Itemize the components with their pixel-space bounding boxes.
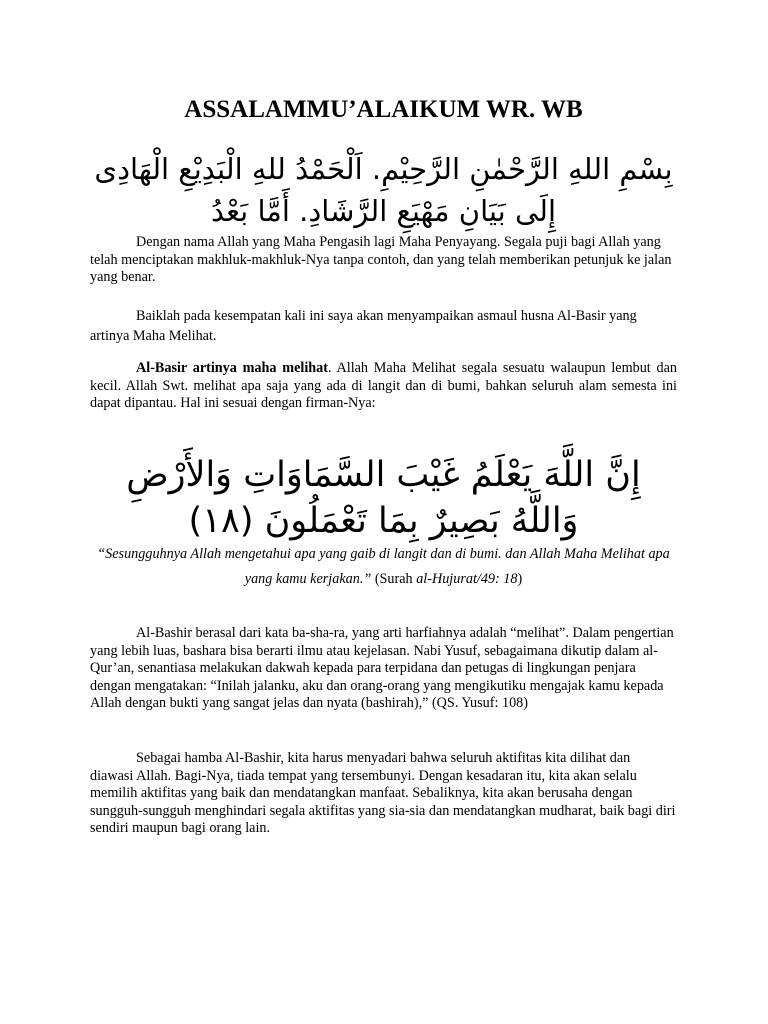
definition-bold-term: Al-Basir artinya maha melihat xyxy=(136,360,328,376)
definition-text: . Allah Maha Melihat segala sesuatu walaupun lembut dan kecil. Allah Swt. melihat apa saja yang ada di langit dan di bumi, bahkan seluruh alam semesta ini dapat dipantau. Hal ini sesuai dengan firman-Nya: xyxy=(90,360,677,412)
opening-arabic-text: بِسْمِ اللهِ الرَّحْمٰنِ الرَّحِيْمِ. اَلْحَمْدُ للهِ الْبَدِيْعِ الْهَادِى إِلَى بَيَانِ مَهْيَعِ الرَّشَادِ. أَمَّا بَعْدُ xyxy=(94,152,673,228)
source-close: ) xyxy=(517,571,523,587)
paragraph-opening-translation: Dengan nama Allah yang Maha Pengasih lagi Maha Penyayang. Segala puji bagi Allah yang telah menciptakan makhluk-makhluk-Nya tanpa contoh, dan yang telah memberikan petunjuk ke jalan yang benar. xyxy=(90,234,672,286)
paragraph-as-servant: Sebagai hamba Al-Bashir, kita harus menyadari bahwa seluruh aktifitas kita dilihat dan diawasi Allah. Bagi-Nya, tiada tempat yang tersembunyi. Dengan kesadaran itu, kita akan selalu memilih aktifitas yang baik dan mendatangkan manfaat. Sebaliknya, kita akan berusaha dengan sungguh-sungguh menghindari segala aktifitas yang sia-sia dan mendatangkan mudharat, baik bagi diri sendiri maupun bagi orang lain. xyxy=(90,750,676,837)
paragraph-al-bashir-meaning: Al-Bashir berasal dari kata ba-sha-ra, yang arti harfiahnya adalah “melihat”. Dalam pengertian yang lebih luas, bashara bisa berarti ilmu atau kejelasan. Nabi Yusuf, sebagaimana dikutip dalam al-Qur’an, senantiasa melakukan dakwah kepada para terpidana dan petugas di lingkungan penjara dengan mengatakan: “Inilah jalanku, aku dan orang-orang yang mengikutiku mengajak kamu kepada Allah dengan bukti yang sangat jelas dan nyata (bashirah),” (QS. Yusuf: 108) xyxy=(90,625,674,712)
translation-text: “Sesungguhnya Allah mengetahui apa yang gaib di langit dan di bumi. dan Allah Maha Melihat apa yang kamu kerjakan.” xyxy=(97,546,670,587)
paragraph-intro: Baiklah pada kesempatan kali ini saya akan menyampaikan asmaul husna Al-Basir yang artinya Maha Melihat. xyxy=(90,308,637,344)
paragraph-definition xyxy=(90,360,677,413)
verse-arabic-text: إِنَّ اللَّهَ يَعْلَمُ غَيْبَ السَّمَاوَاتِ وَالأَرْضِ وَاللَّهُ بَصِيرٌ بِمَا تَعْمَلُونَ (١٨) xyxy=(126,455,641,541)
source-open: (Surah xyxy=(371,571,417,587)
page-title: ASSALAMMU’ALAIKUM WR. WB xyxy=(184,96,583,123)
verse-translation xyxy=(90,542,677,592)
source-reference: al-Hujurat/49: 18 xyxy=(416,571,518,587)
